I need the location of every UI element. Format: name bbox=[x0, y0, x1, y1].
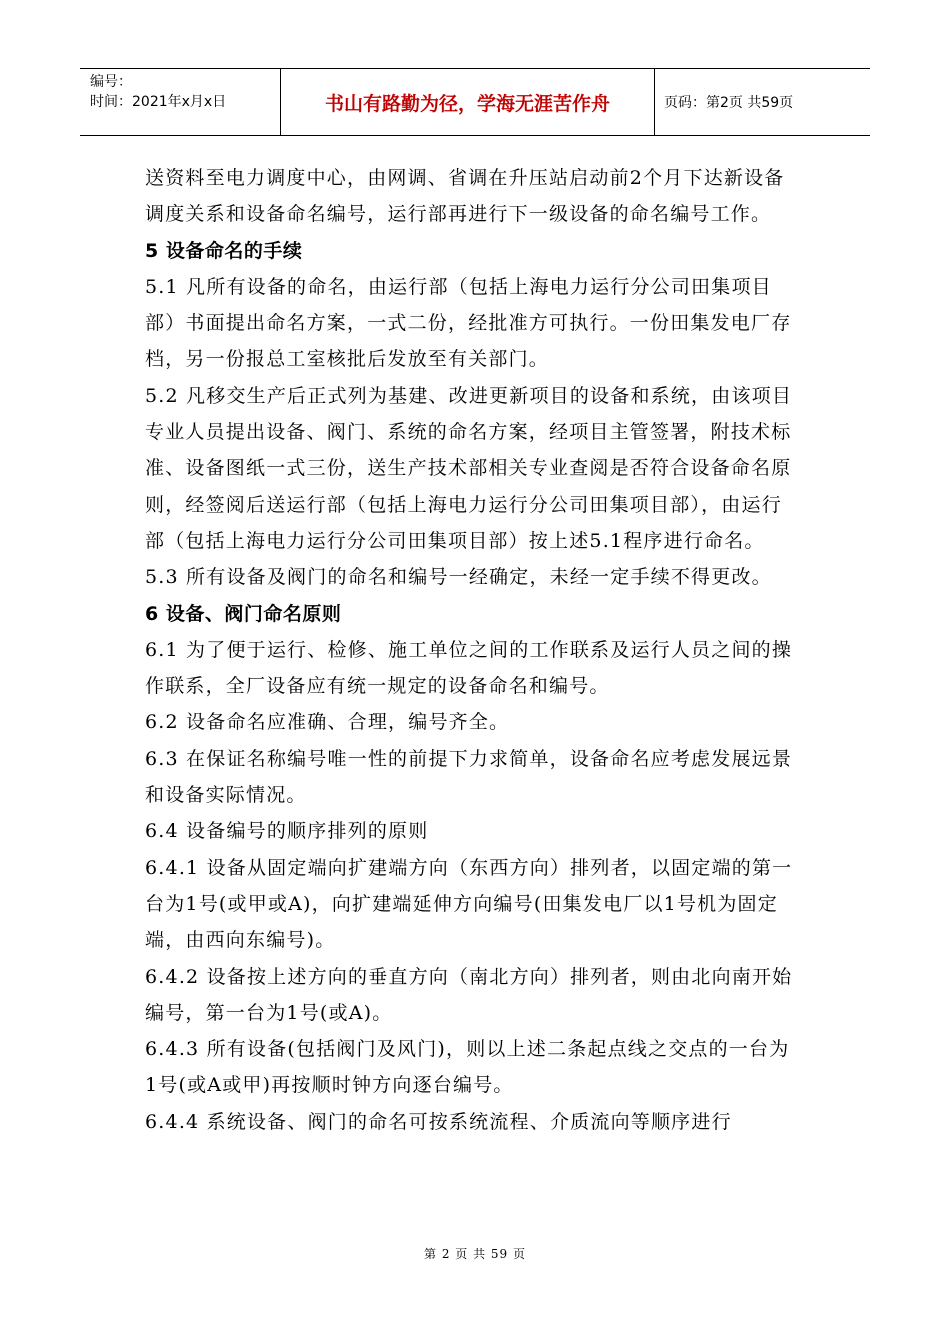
section-heading: 6 设备、阀门命名原则 bbox=[145, 602, 342, 625]
body-paragraph: 6.2 设备命名应准确、合理，编号齐全。 bbox=[145, 711, 510, 734]
header-time: 时间：2021年x月x日 bbox=[90, 94, 227, 110]
body-paragraph: 5.2 凡移交生产后正式列为基建、改进更新项目的设备和系统，由该项目专业人员提出设备、阀门、系统的命名方案，经项目主管签署，附技术标准、设备图纸一式三份，送生产技术部相关专业查阅是否符合设备命名原则，经签阅后送运行部（包括上海电力运行分公司田集项目部），由运行部（包括上海电力运行分公司田集项目部）按上述5.1程序进行命名。 bbox=[145, 384, 793, 552]
body-paragraph: 5.1 凡所有设备的命名，由运行部（包括上海电力运行分公司田集项目部）书面提出命名方案，一式二份，经批准方可执行。一份田集发电厂存档，另一份报总工室核批后发放至有关部门。 bbox=[145, 275, 792, 371]
page-footer: 第 2 页 共 59 页 bbox=[424, 1247, 526, 1261]
page-header bbox=[80, 68, 870, 136]
body-paragraph: 6.4.2 设备按上述方向的垂直方向（南北方向）排列者，则由北向南开始编号，第一台为1号(或A)。 bbox=[145, 965, 793, 1024]
body-paragraph: 5.3 所有设备及阀门的命名和编号一经确定，未经一定手续不得更改。 bbox=[145, 566, 772, 589]
body-paragraph: 送资料至电力调度中心，由网调、省调在升压站启动前2个月下达新设备调度关系和设备命名编号，运行部再进行下一级设备的命名编号工作。 bbox=[145, 167, 785, 226]
document-body bbox=[145, 160, 800, 1140]
header-motto: 书山有路勤为径，学海无涯苦作舟 bbox=[281, 69, 655, 135]
header-meta bbox=[80, 69, 281, 135]
header-number: 编号： bbox=[90, 74, 132, 90]
body-paragraph: 6.4.4 系统设备、阀门的命名可按系统流程、介质流向等顺序进行 bbox=[145, 1110, 732, 1133]
header-page-info: 页码：第2页 共59页 bbox=[664, 95, 794, 111]
body-paragraph: 6.3 在保证名称编号唯一性的前提下力求简单，设备命名应考虑发展远景和设备实际情况。 bbox=[145, 747, 793, 807]
body-paragraph: 6.4.3 所有设备(包括阀门及风门)，则以上述二条起点线之交点的一台为1号(或A或甲)再按顺时钟方向逐台编号。 bbox=[145, 1038, 790, 1097]
body-paragraph: 6.4 设备编号的顺序排列的原则 bbox=[145, 820, 429, 843]
section-heading: 5 设备命名的手续 bbox=[145, 239, 303, 262]
body-paragraph: 6.1 为了便于运行、检修、施工单位之间的工作联系及运行人员之间的操作联系，全厂设备应有统一规定的设备命名和编号。 bbox=[145, 638, 793, 698]
body-paragraph: 6.4.1 设备从固定端向扩建端方向（东西方向）排列者，以固定端的第一台为1号(或甲或A)，向扩建端延伸方向编号(田集发电厂以1号机为固定端，由西向东编号)。 bbox=[145, 856, 793, 952]
